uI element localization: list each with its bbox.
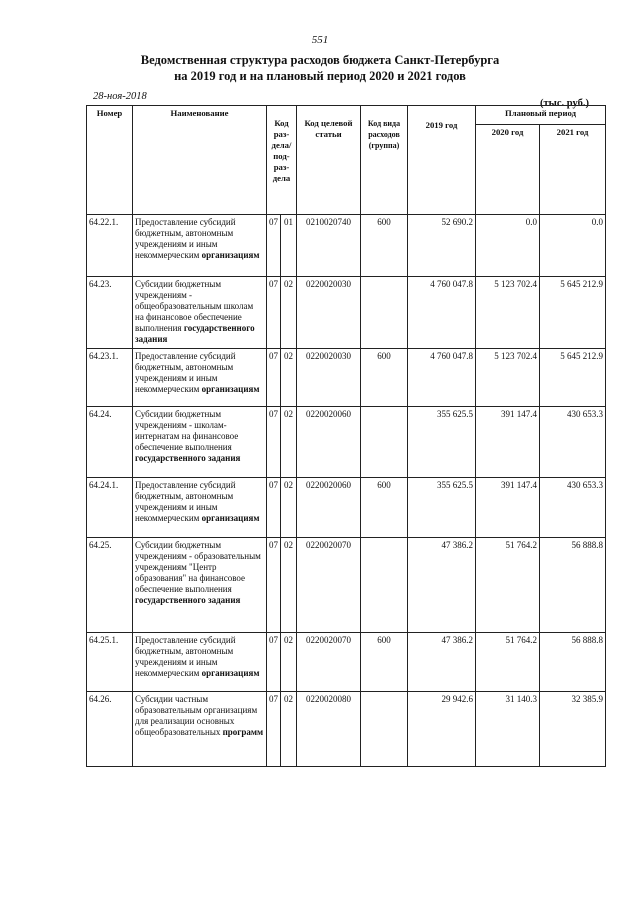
table-row: [87, 407, 606, 478]
value-2020: 51 764.2: [476, 538, 540, 633]
row-number: 64.26.: [87, 692, 133, 767]
row-number: 64.24.: [87, 407, 133, 478]
row-name: [133, 215, 267, 277]
target-code: 0220020030: [297, 349, 361, 407]
expense-type-code: [361, 692, 408, 767]
section-code: 07: [267, 538, 281, 633]
value-2019: 29 942.6: [408, 692, 476, 767]
value-2020: 391 147.4: [476, 407, 540, 478]
row-name-text: Субсидии бюджетным учреждениям - общеобразовательным школам на финансовое обеспечение выполнения: [135, 279, 254, 333]
value-2020: 0.0: [476, 215, 540, 277]
table-row: [87, 215, 606, 277]
value-2021: 5 645 212.9: [540, 277, 606, 349]
value-2020: 51 764.2: [476, 633, 540, 692]
header-number: Номер: [87, 106, 133, 215]
row-name-last-line: государственного задания: [135, 323, 255, 344]
header-expense-type-code: Код вида расходов (группа): [361, 106, 408, 215]
row-name: [133, 277, 267, 349]
section-code: 07: [267, 692, 281, 767]
expense-type-code: 600: [361, 633, 408, 692]
section-code: 07: [267, 407, 281, 478]
row-number: 64.23.: [87, 277, 133, 349]
target-code: 0220020060: [297, 478, 361, 538]
table-row: [87, 633, 606, 692]
row-name-text: Субсидии бюджетным учреждениям - образовательным учреждениям "Центр образования" на финансовое обеспечение выполнения: [135, 540, 261, 594]
row-name: [133, 349, 267, 407]
value-2021: 56 888.8: [540, 633, 606, 692]
value-2020: 5 123 702.4: [476, 277, 540, 349]
value-2019: 47 386.2: [408, 538, 476, 633]
value-2019: 4 760 047.8: [408, 277, 476, 349]
value-2021: 430 653.3: [540, 478, 606, 538]
expense-type-code: 600: [361, 215, 408, 277]
row-name-last-line: организациям: [201, 513, 260, 523]
header-name: Наименование: [133, 106, 267, 215]
subsection-code: 02: [281, 538, 297, 633]
row-name-text: Предоставление субсидий бюджетным, автономным учреждениям и иным некоммерческим: [135, 480, 236, 523]
section-code: 07: [267, 349, 281, 407]
section-code: 07: [267, 215, 281, 277]
page-number: 551: [311, 34, 329, 46]
value-2019: 52 690.2: [408, 215, 476, 277]
expense-type-code: 600: [361, 349, 408, 407]
row-name-text: Субсидии бюджетным учреждениям - школам-интернатам на финансовое обеспечение выполнения: [135, 409, 239, 452]
value-2021: 5 645 212.9: [540, 349, 606, 407]
row-name-last-line: организациям: [201, 384, 260, 394]
subsection-code: 01: [281, 215, 297, 277]
header-2020: 2020 год: [476, 125, 540, 215]
value-2021: 0.0: [540, 215, 606, 277]
row-name-text: Предоставление субсидий бюджетным, автономным учреждениям и иным некоммерческим: [135, 351, 236, 394]
document-title-line-2: на 2019 год и на плановый период 2020 и 2021 годов: [174, 69, 466, 83]
row-name: [133, 538, 267, 633]
value-2019: 355 625.5: [408, 407, 476, 478]
row-name-last-line: организациям: [201, 250, 260, 260]
section-code: 07: [267, 633, 281, 692]
document-title-line-1: Ведомственная структура расходов бюджета Санкт-Петербурга: [140, 53, 500, 67]
subsection-code: 02: [281, 277, 297, 349]
row-number: 64.24.1.: [87, 478, 133, 538]
value-2019: 47 386.2: [408, 633, 476, 692]
row-name: [133, 407, 267, 478]
row-name: [133, 633, 267, 692]
header-section-code: Код раз-дела/ под-раз-дела: [267, 106, 297, 215]
table-row: [87, 277, 606, 349]
header-2019: 2019 год: [408, 106, 476, 215]
expense-type-code: 600: [361, 478, 408, 538]
value-2021: 32 385.9: [540, 692, 606, 767]
row-name-last-line: государственного задания: [135, 453, 241, 463]
row-number: 64.22.1.: [87, 215, 133, 277]
subsection-code: 02: [281, 692, 297, 767]
units-label: (тыс. руб.): [540, 98, 589, 109]
header-target-code: Код целевой статьи: [297, 106, 361, 215]
value-2021: 430 653.3: [540, 407, 606, 478]
target-code: 0220020070: [297, 538, 361, 633]
table-row: [87, 478, 606, 538]
row-name-last-line: организациям: [201, 668, 260, 678]
row-number: 64.25.1.: [87, 633, 133, 692]
value-2019: 4 760 047.8: [408, 349, 476, 407]
row-name-text: Предоставление субсидий бюджетным, автономным учреждениям и иным некоммерческим: [135, 217, 236, 260]
subsection-code: 02: [281, 478, 297, 538]
target-code: 0210020740: [297, 215, 361, 277]
table-row: [87, 692, 606, 767]
budget-table: [86, 105, 606, 767]
row-name-last-line: программ: [222, 727, 264, 737]
table-row: [87, 349, 606, 407]
value-2019: 355 625.5: [408, 478, 476, 538]
subsection-code: 02: [281, 349, 297, 407]
target-code: 0220020080: [297, 692, 361, 767]
row-number: 64.23.1.: [87, 349, 133, 407]
expense-type-code: [361, 407, 408, 478]
table-row: [87, 538, 606, 633]
target-code: 0220020060: [297, 407, 361, 478]
value-2020: 5 123 702.4: [476, 349, 540, 407]
value-2021: 56 888.8: [540, 538, 606, 633]
document-date: 28-ноя-2018: [93, 91, 147, 102]
row-name: [133, 478, 267, 538]
value-2020: 31 140.3: [476, 692, 540, 767]
section-code: 07: [267, 478, 281, 538]
header-2021: 2021 год: [540, 125, 606, 215]
expense-type-code: [361, 538, 408, 633]
row-name-text: Субсидии частным образовательным организациям для реализации основных общеобразовательных: [135, 694, 258, 737]
row-name-last-line: государственного задания: [135, 595, 241, 605]
row-number: 64.25.: [87, 538, 133, 633]
row-name: [133, 692, 267, 767]
subsection-code: 02: [281, 407, 297, 478]
expense-type-code: [361, 277, 408, 349]
target-code: 0220020070: [297, 633, 361, 692]
subsection-code: 02: [281, 633, 297, 692]
value-2020: 391 147.4: [476, 478, 540, 538]
row-name-text: Предоставление субсидий бюджетным, автономным учреждениям и иным некоммерческим: [135, 635, 236, 678]
header-planned-period: Плановый период: [476, 106, 606, 125]
target-code: 0220020030: [297, 277, 361, 349]
section-code: 07: [267, 277, 281, 349]
